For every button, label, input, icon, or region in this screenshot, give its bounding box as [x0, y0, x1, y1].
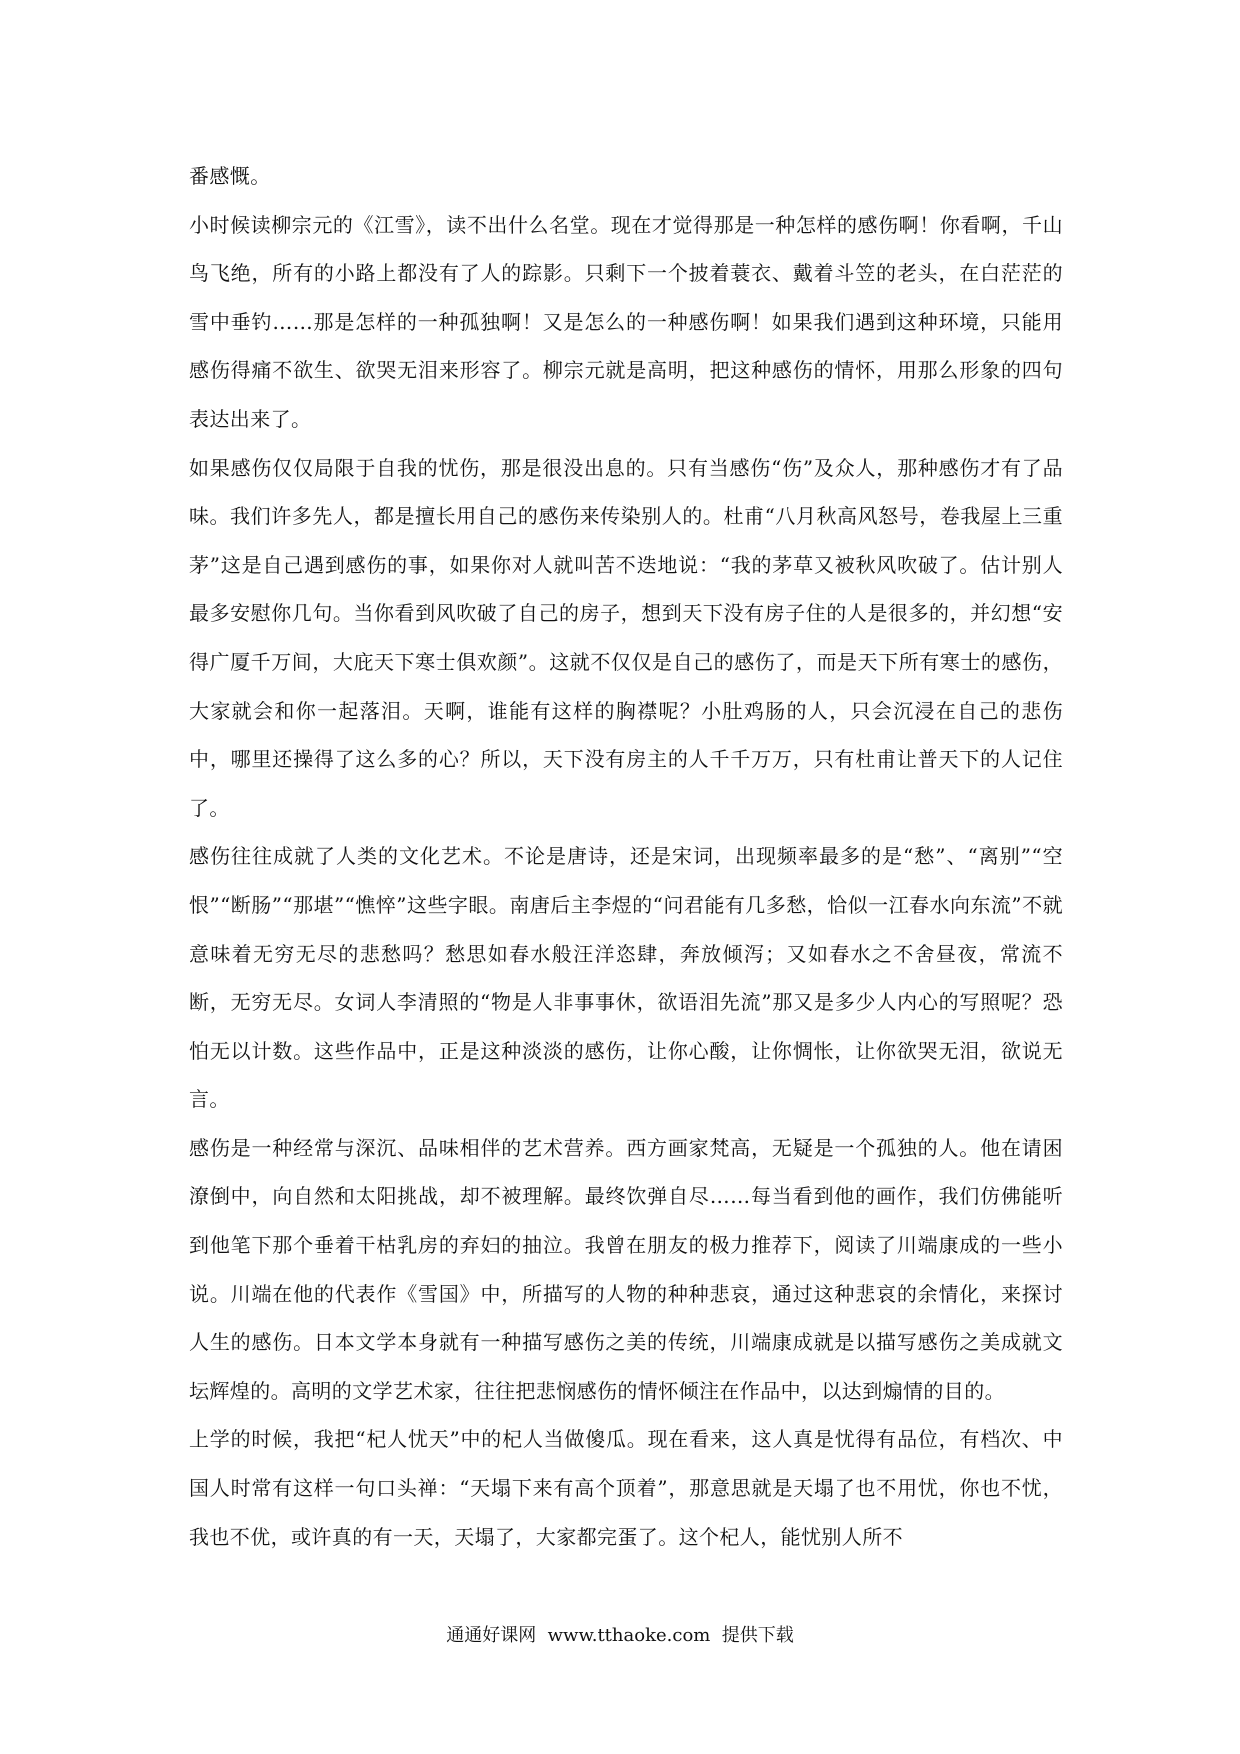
paragraph-1: 番感慨。 [189, 164, 271, 188]
paragraph-4: 感伤往往成就了人类的文化艺术。不论是唐诗，还是宋词，出现频率最多的是“愁”、“离别”“空恨”“断肠”“那堪”“憔悴”这些字眼。南唐后主李煜的“问君能有几多愁，恰似一江春水向东流”不就意味着无穷无尽的悲愁吗？愁思如春水般汪洋恣肆，奔放倾泻；又如春水之不舍昼夜，常流不断，无穷无尽。女词人李清照的“物是人非事事休，欲语泪先流”那又是多少人内心的写照呢？恐怕无以计数。这些作品中，正是这种淡淡的感伤，让你心酸，让你惆怅，让你欲哭无泪，欲说无言。 [189, 844, 1063, 1112]
article-body [189, 152, 1063, 1561]
paragraph-3: 如果感伤仅仅局限于自我的忧伤，那是很没出息的。只有当感伤“伤”及众人，那种感伤才有了品味。我们许多先人，都是擅长用自己的感伤来传染别人的。杜甫“八月秋高风怒号，卷我屋上三重茅”这是自己遇到感伤的事，如果你对人就叫苦不迭地说：“我的茅草又被秋风吹破了。估计别人最多安慰你几句。当你看到风吹破了自己的房子，想到天下没有房子住的人是很多的，并幻想“安得广厦千万间，大庇天下寒士俱欢颜”。这就不仅仅是自己的感伤了，而是天下所有寒士的感伤，大家就会和你一起落泪。天啊，谁能有这样的胸襟呢？小肚鸡肠的人，只会沉浸在自己的悲伤中，哪里还操得了这么多的心？所以，天下没有房主的人千千万万，只有杜甫让普天下的人记住了。 [189, 455, 1063, 820]
paragraph-2: 小时候读柳宗元的《江雪》，读不出什么名堂。现在才觉得那是一种怎样的感伤啊！你看啊，千山鸟飞绝，所有的小路上都没有了人的踪影。只剩下一个披着蓑衣、戴着斗笠的老头，在白茫茫的雪中垂钓……那是怎样的一种孤独啊！又是怎么的一种感伤啊！如果我们遇到这种环境，只能用感伤得痛不欲生、欲哭无泪来形容了。柳宗元就是高明，把这种感伤的情怀，用那么形象的四句表达出来了。 [189, 212, 1063, 431]
page-footer: 通通好课网 www.tthaoke.com 提供下载 [446, 1625, 794, 1646]
paragraph-6: 上学的时候，我把“杞人忧天”中的杞人当做傻瓜。现在看来，这人真是忧得有品位，有档次、中国人时常有这样一句口头禅：“天塌下来有高个顶着”，那意思就是天塌了也不用忧，你也不忧，我也不优，或许真的有一天，天塌了，大家都完蛋了。这个杞人，能忧别人所不 [189, 1427, 1063, 1549]
paragraph-5: 感伤是一种经常与深沉、品味相伴的艺术营养。西方画家梵高，无疑是一个孤独的人。他在请困潦倒中，向自然和太阳挑战，却不被理解。最终饮弹自尽……每当看到他的画作，我们仿佛能听到他笔下那个垂着干枯乳房的弃妇的抽泣。我曾在朋友的极力推荐下，阅读了川端康成的一些小说。川端在他的代表作《雪国》中，所描写的人物的种种悲哀，通过这种悲哀的余情化，来探讨人生的感伤。日本文学本身就有一种描写感伤之美的传统，川端康成就是以描写感伤之美成就文坛辉煌的。高明的文学艺术家，往往把悲悯感伤的情怀倾注在作品中，以达到煽情的目的。 [189, 1135, 1063, 1403]
